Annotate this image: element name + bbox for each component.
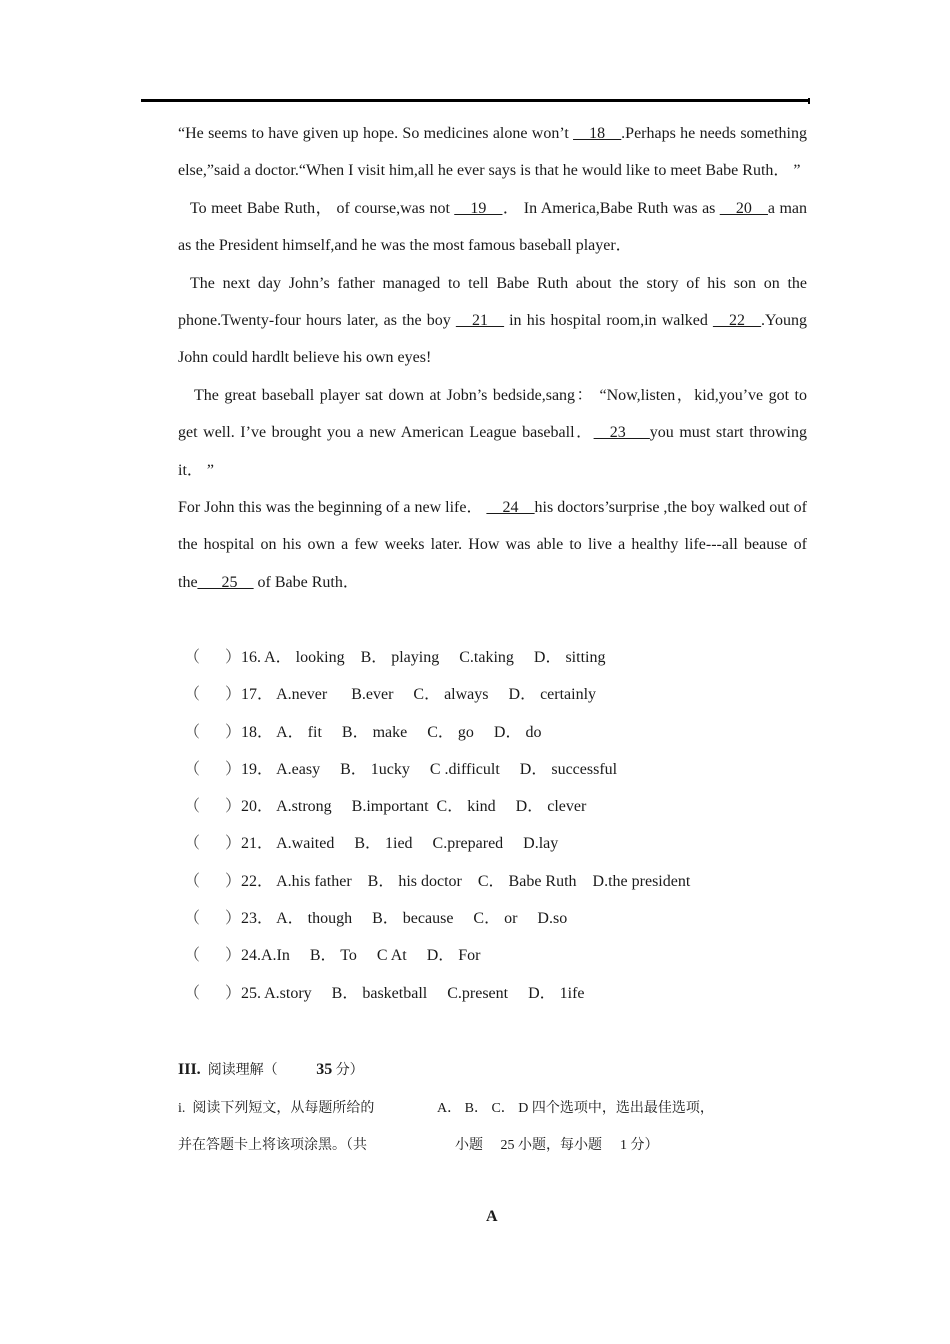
- section-instruction-line-2: 并在答题卡上将该项涂黑。（共: [178, 1138, 367, 1153]
- paragraph-2: To meet Babe Ruth， of course,was not __19__． In America,Babe Ruth was as __20__a man as the President himself,and he was the most famous baseball player．: [178, 199, 807, 255]
- option-bracket-close: ）: [225, 723, 242, 741]
- option-bracket-open: （: [184, 760, 201, 778]
- option-text: 23． A． though B． because C． or D.so: [241, 910, 568, 928]
- option-text: 22． A.his father B． his doctor C． Babe Ruth D.the president: [241, 872, 691, 890]
- option-bracket-open: （: [184, 910, 201, 928]
- option-bracket-close: ）: [225, 910, 242, 928]
- blank-21: __21__: [455, 312, 504, 330]
- blank-25: ___25__: [197, 573, 254, 591]
- option-text: 17． A.never B.ever C． always D． certainly: [241, 686, 597, 704]
- paragraph-1: “He seems to have given up hope. So medicines alone won’t __18__.Perhaps he needs something else,”said a doctor.“When I visit him,all he ever says is that he would like to meet Babe Ruth． ”: [178, 125, 807, 180]
- section-instruction-line-1b: A． B． C． D 四个选项中，选出最佳选项，: [437, 1101, 714, 1116]
- blank-22: __22__: [713, 312, 762, 330]
- header-rule: [141, 99, 809, 102]
- option-text: 19． A.easy B． 1ucky C .difficult D． successful: [241, 760, 618, 778]
- section-instruction-line-1: i. 阅读下列短文，从每题所给的: [178, 1101, 375, 1116]
- option-text: 24.A.In B． To C At D． For: [241, 947, 481, 965]
- option-text: 21． A.waited B． 1ied C.prepared D.lay: [241, 835, 559, 853]
- blank-20: __20__: [719, 199, 768, 217]
- option-bracket-open: （: [184, 984, 201, 1002]
- option-text: 25. A.story B． basketball C.present D． 1ife: [241, 984, 585, 1002]
- blank-23: __23___: [593, 424, 650, 442]
- option-bracket-open: （: [184, 723, 201, 741]
- option-bracket-close: ）: [225, 798, 242, 816]
- option-bracket-open: （: [184, 947, 201, 965]
- option-bracket-open: （: [184, 798, 201, 816]
- option-bracket-close: ）: [225, 649, 242, 666]
- option-bracket-close: ）: [225, 686, 242, 704]
- header-rule-tick: [808, 98, 810, 104]
- section-heading: III. 阅读理解（ 35 分）: [178, 1061, 364, 1078]
- option-bracket-open: （: [184, 835, 201, 853]
- option-bracket-close: ）: [225, 947, 242, 965]
- paragraph-3: The next day John’s father managed to tell Babe Ruth about the story of his son on the phone.Twenty-four hours later, as the boy __21__ in his hospital room,in walked __22__.Young John could hardlt believe his own eyes!: [178, 274, 807, 367]
- option-text: 16. A． looking B． playing C.taking D． sitting: [241, 649, 606, 666]
- passage-a-label: A: [486, 1208, 498, 1225]
- section-instruction-line-2c: 1 分）: [620, 1138, 659, 1153]
- blank-18: __18__: [573, 125, 622, 142]
- option-bracket-open: （: [184, 686, 201, 704]
- option-bracket-close: ）: [225, 835, 242, 853]
- section-instruction-line-2b: 小题 25 小题，每小题: [455, 1138, 602, 1153]
- paragraph-5: For John this was the beginning of a new life． __24__his doctors’surprise ,the boy walked out of the hospital on his own a few weeks later. How was able to live a healthy life---all beause of the___25__ of Babe Ruth．: [178, 499, 807, 591]
- option-bracket-close: ）: [225, 984, 242, 1002]
- option-text: 18． A． fit B． make C． go D． do: [241, 723, 542, 741]
- option-bracket-close: ）: [225, 872, 242, 890]
- cloze-passage: [178, 115, 807, 601]
- blank-19: __19__: [454, 199, 503, 217]
- option-bracket-close: ）: [225, 760, 242, 778]
- option-text: 20． A.strong B.important C． kind D． clever: [241, 798, 587, 816]
- paragraph-4: The great baseball player sat down at Jobn’s bedside,sang： “Now,listen，kid,you’ve got to get well. I’ve brought you a new American League baseball．__23___you must start throwing it． ”: [178, 386, 807, 479]
- blank-24: __24__: [486, 499, 535, 517]
- option-bracket-open: （: [184, 872, 201, 890]
- option-bracket-open: （: [184, 649, 201, 666]
